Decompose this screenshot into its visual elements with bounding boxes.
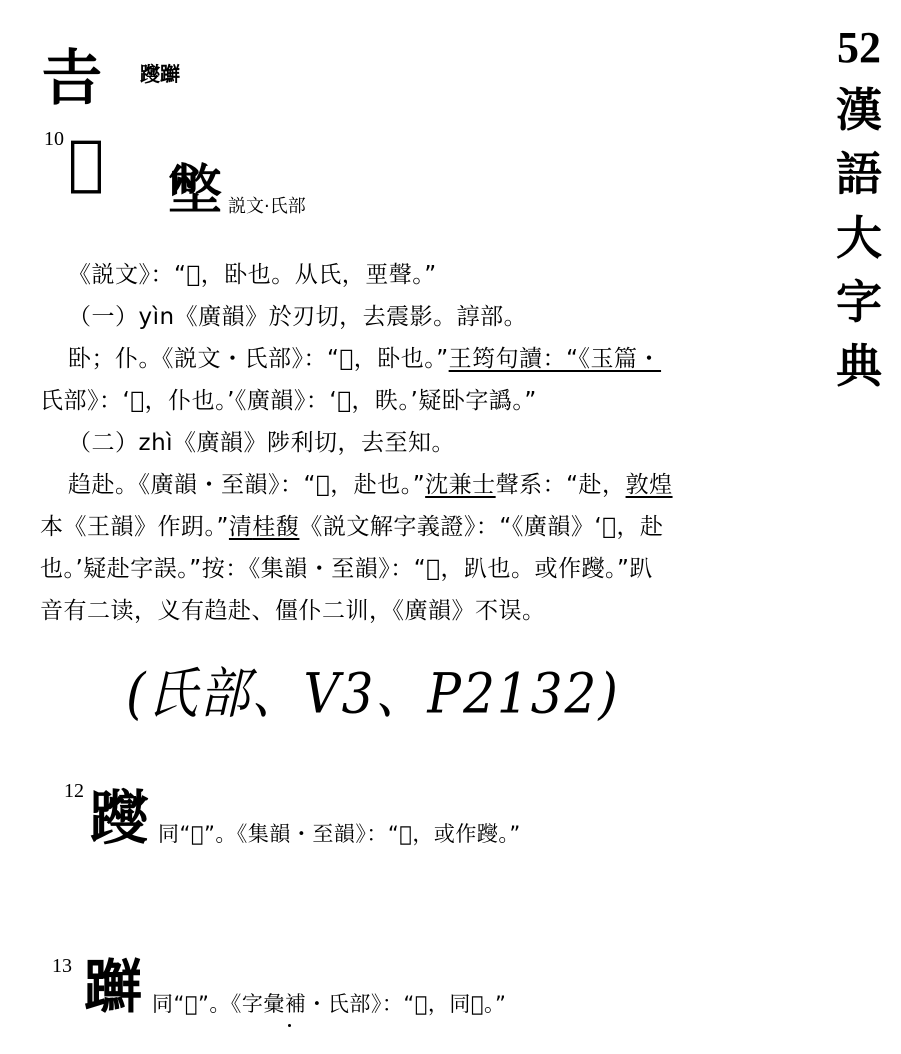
handwritten-note: (氏部、V3、P2132) bbox=[126, 662, 620, 726]
definition-line: （二）zhì《廣韻》陟利切，去至知。 bbox=[68, 430, 456, 456]
text-segment: 卧；仆。《説文・氏部》：“𣱵，卧也。” bbox=[68, 346, 449, 372]
text-segment: 趋赴。《廣韻・至韻》：“𣱵，赴也。” bbox=[68, 472, 426, 498]
text-segment: 敦煌 bbox=[625, 472, 673, 498]
seal-source: 説文·氏部 bbox=[228, 196, 306, 217]
head-character: 𣱵 bbox=[68, 128, 105, 198]
definition-line: 也。’疑赴字誤。”按：《集韻・至韻》：“𣱵，趴也。或作躞。”趴 bbox=[40, 556, 653, 582]
dictionary-title bbox=[828, 18, 890, 398]
definition-line: 同“𣱵”。《集韻・至韻》：“𣱵，或作躞。” bbox=[158, 822, 521, 846]
head-character: 𨇤 bbox=[84, 953, 143, 1021]
definition-line: （一）yìn《廣韻》於刃切，去震影。諄部。 bbox=[68, 304, 528, 330]
volume-number: 52 bbox=[837, 23, 881, 72]
title-char: 大 bbox=[836, 211, 882, 265]
seal-script-glyph: 𡐞 bbox=[168, 159, 222, 222]
definition-line bbox=[40, 508, 663, 541]
stroke-count: 12 bbox=[64, 780, 84, 802]
title-char: 典 bbox=[836, 339, 882, 393]
definition-line: 音有二读，义有趋赴、僵仆二训，《廣韻》不误。 bbox=[40, 598, 546, 624]
title-char: 語 bbox=[836, 147, 882, 201]
scan-speck bbox=[288, 1024, 291, 1027]
stroke-count: 10 bbox=[44, 128, 64, 150]
definition-line bbox=[68, 340, 661, 373]
text-segment: 桂馥 bbox=[252, 514, 300, 540]
definition-line: 氏部》：‘𣱵，仆也。’《廣韻》：‘𣱵，眣。’疑卧字譌。” bbox=[40, 388, 537, 414]
text-segment: 本《王韻》作跀。” bbox=[40, 514, 229, 540]
text-segment: 清 bbox=[228, 514, 253, 540]
text-segment: 王筠句讀：“《玉篇・ bbox=[448, 346, 662, 372]
title-char: 字 bbox=[836, 275, 882, 329]
title-char: 漢 bbox=[836, 83, 882, 137]
head-character: 躞 bbox=[90, 784, 149, 852]
stroke-count: 13 bbox=[52, 955, 72, 977]
text-segment: 《説文解字義證》：“《廣韻》‘𣱵，赴 bbox=[299, 514, 664, 540]
variant-forms: 躞𨇤 bbox=[140, 62, 180, 86]
definition-line: 《説文》：“𣱵，卧也。从氏，垔聲。” bbox=[68, 262, 437, 288]
text-segment: 聲系：“赴， bbox=[495, 472, 626, 498]
definition-line bbox=[68, 466, 673, 499]
text-segment: 沈兼士 bbox=[425, 472, 496, 498]
definition-line: 同“𣱵”。《字彙補・氏部》：“𨇤，同𣱵。” bbox=[152, 992, 507, 1016]
head-character-top: 𠮷 bbox=[42, 44, 102, 114]
